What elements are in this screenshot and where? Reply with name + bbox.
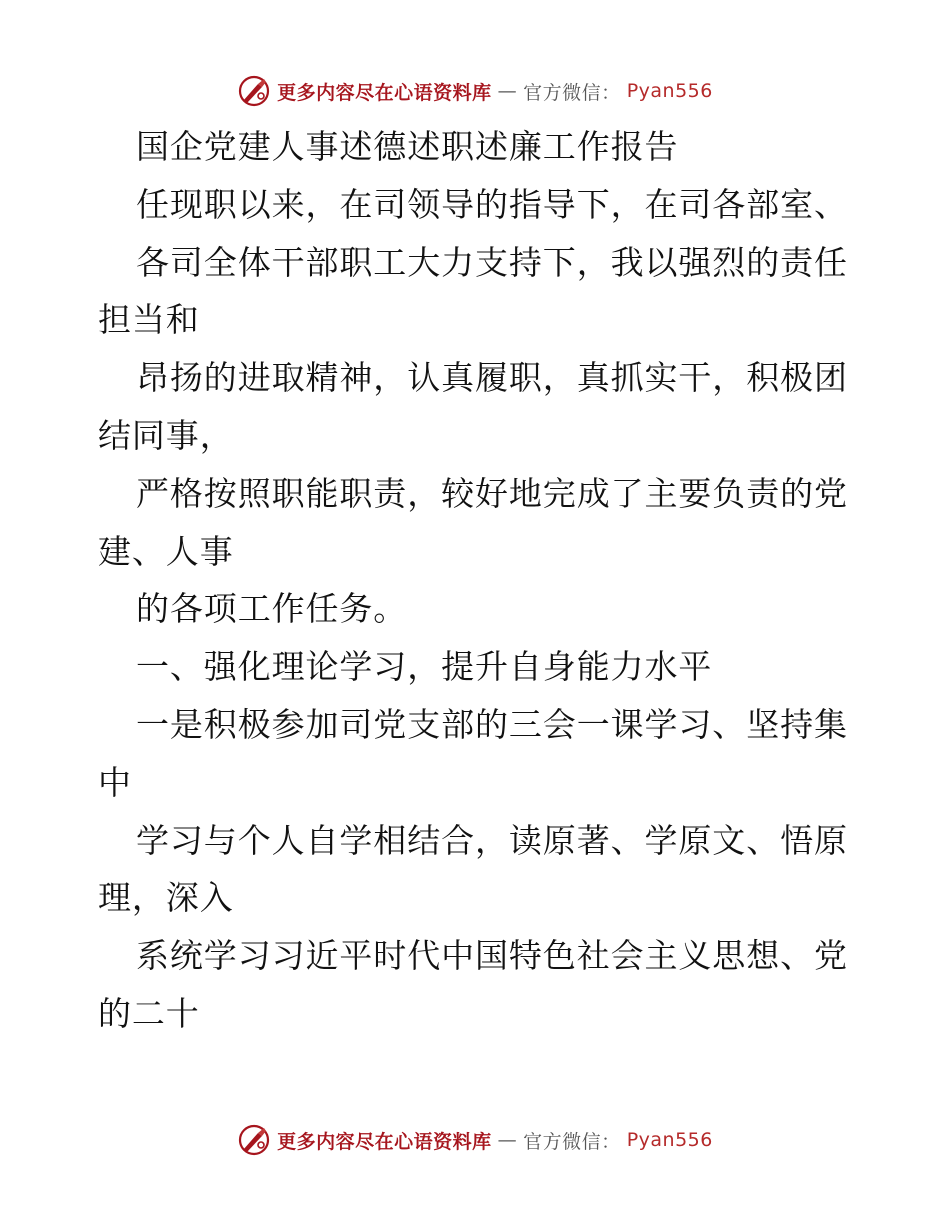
watermark-wechat-id: Pyan556 [626, 80, 713, 102]
text-line: 学习与个人自学相结合，读原著、学原文、悟原 [136, 820, 848, 860]
watermark-brand: 更多内容尽在心语资料库 [277, 1130, 492, 1153]
text-line: 建、人事 [98, 531, 234, 571]
text-line: 昂扬的进取精神，认真履职，真抓实干，积极团 [136, 358, 848, 398]
section-heading: 一、强化理论学习，提升自身能力水平 [136, 647, 713, 687]
document-title: 国企党建人事述德述职述廉工作报告 [136, 127, 679, 166]
document-body [98, 118, 854, 1043]
text-line: 一是积极参加司党支部的三会一课学习、坚持集 [136, 704, 848, 744]
pen-logo-icon [237, 1123, 271, 1157]
text-line: 任现职以来，在司领导的指导下，在司各部室、 [136, 184, 848, 224]
text-line: 的各项工作任务。 [136, 589, 408, 629]
header-watermark [0, 71, 950, 111]
text-line: 各司全体干部职工大力支持下，我以强烈的责任 [136, 242, 848, 282]
watermark-official-label: 官方微信： [523, 81, 621, 104]
footer-watermark [0, 1120, 950, 1160]
text-line: 严格按照职能职责，较好地完成了主要负责的党 [136, 473, 848, 513]
watermark-brand: 更多内容尽在心语资料库 [277, 81, 492, 104]
watermark-separator: — [497, 80, 518, 102]
watermark-wechat-id: Pyan556 [626, 1129, 713, 1151]
text-line: 结同事， [98, 415, 234, 455]
text-line: 中 [98, 762, 132, 802]
text-line: 系统学习习近平时代中国特色社会主义思想、党 [136, 936, 848, 976]
watermark-separator: — [497, 1129, 518, 1151]
text-line: 担当和 [98, 300, 200, 340]
pen-logo-icon [237, 74, 271, 108]
watermark-official-label: 官方微信： [523, 1130, 621, 1153]
text-line: 的二十 [98, 993, 200, 1033]
text-line: 理，深入 [98, 878, 234, 918]
